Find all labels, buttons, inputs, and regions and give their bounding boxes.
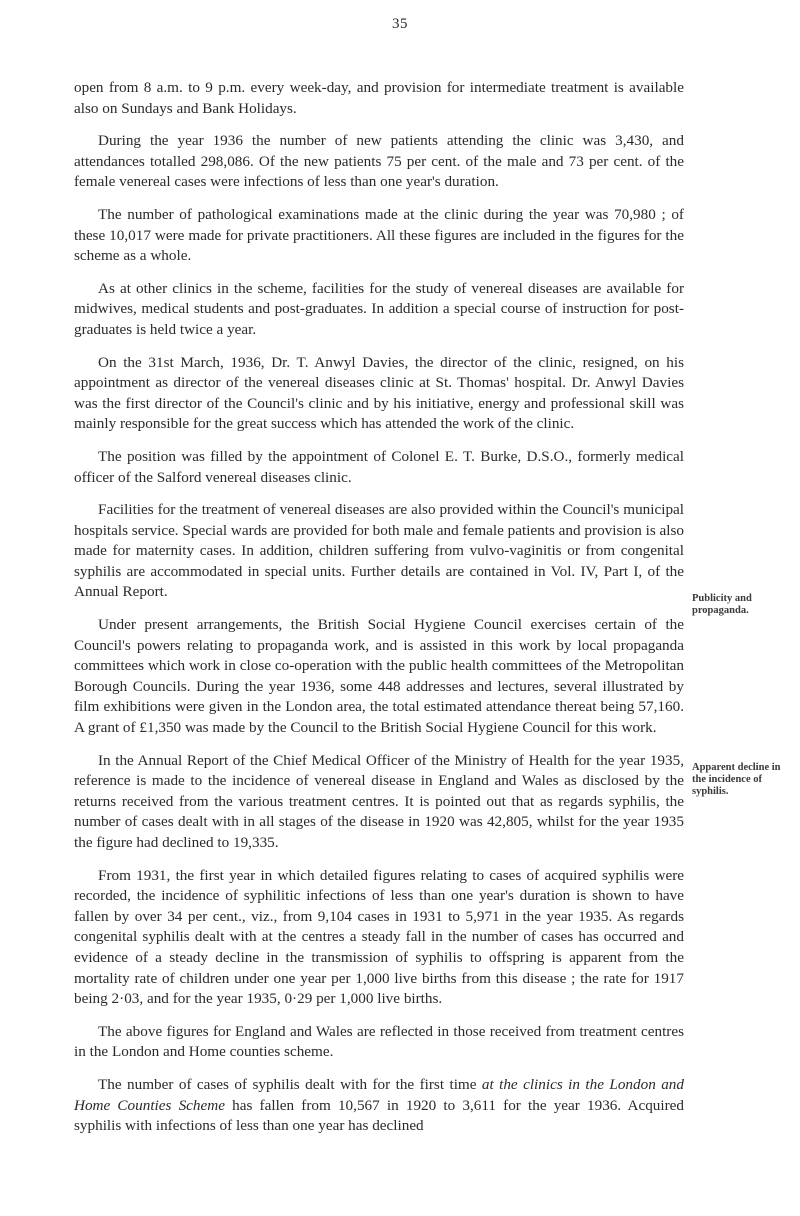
last-paragraph-italic: at the clinics in the London and Home Counties Scheme bbox=[74, 1075, 684, 1114]
body-text bbox=[74, 78, 684, 1149]
paragraph-municipal-hospitals: Facilities for the treatment of venereal diseases are also provided within the Council's municipal hospitals service. Special wards are provided for both male and female patients and provision is also made for maternity cases. In addition, children suffering from vulvo-vaginitis or from congenital syphilis are accommodated in special units. Further details are contained in Vol. IV, Part I, of the Annual Report. bbox=[74, 501, 684, 601]
paragraph-director-resigned: On the 31st March, 1936, Dr. T. Anwyl Davies, the director of the clinic, resigned, on his appointment as director of the venereal diseases clinic at St. Thomas' hospital. Dr. Anwyl Davies was the first director of the Council's clinic and by his initiative, energy and professional skill was mainly responsible for the great success which has attended the work of the clinic. bbox=[74, 353, 684, 433]
paragraph-acquired-syphilis: From 1931, the first year in which detailed figures relating to cases of acquired syphilis were recorded, the incidence of syphilitic infections of less than one year's duration is shown to have fallen by over 34 per cent., viz., from 9,104 cases in 1931 to 5,971 in the year 1935. As regards congenital syphilis dealt with at the centres a steady fall in the number of cases has occurred and evidence of a steady decline in the transmission of syphilis to offspring is apparent from the mortality rate of children under one year per 1,000 live births from this disease ; the rate for 1917 being 2·03, and for the year 1935, 0·29 per 1,000 live births. bbox=[74, 866, 684, 1008]
paragraph-cases-dealt-with bbox=[74, 1075, 684, 1137]
margin-note-apparent-decline: Apparent decline in the incidence of syphilis. bbox=[692, 762, 781, 797]
paragraph-london-home-counties: The above figures for England and Wales are reflected in those received from treatment centres in the London and Home counties scheme. bbox=[74, 1022, 684, 1061]
paragraph-propaganda: Under present arrangements, the British Social Hygiene Council exercises certain of the Council's powers relating to propaganda work, and is assisted in this work by local propaganda committees which work in close co-operation with the public health committees of the Metropolitan Borough Councils. During the year 1936, some 448 addresses and lectures, several illustrated by film exhibitions were given in the London area, the total estimated attendance thereat being 57,160. A grant of £1,350 was made by the Council to the British Social Hygiene Council for this work. bbox=[74, 616, 684, 737]
paragraph-continuation: open from 8 a.m. to 9 p.m. every week-day, and provision for intermediate treatment is available also on Sundays and Bank Holidays. bbox=[74, 79, 684, 117]
paragraph-annual-report: In the Annual Report of the Chief Medical Officer of the Ministry of Health for the year 1935, reference is made to the incidence of venereal disease in England and Wales as disclosed by the returns received from the various treatment centres. It is pointed out that as regards syphilis, the number of cases dealt with in all stages of the disease in 1920 was 42,805, whilst for the year 1935 the figure had declined to 19,335. bbox=[74, 751, 684, 851]
page-number: 35 bbox=[392, 16, 408, 32]
last-paragraph-after: has fallen from 10,567 in 1920 to 3,611 for the year 1936. Acquired syphilis with infections of less than one year has declined bbox=[74, 1096, 685, 1135]
last-paragraph-before: The number of cases of syphilis dealt with for the first time bbox=[98, 1075, 482, 1093]
paragraph-pathological-examinations: The number of pathological examinations made at the clinic during the year was 70,980 ; of these 10,017 were made for private practitioners. All these figures are included in the figures for the scheme as a whole. bbox=[74, 205, 684, 265]
paragraph-new-patients: During the year 1936 the number of new patients attending the clinic was 3,430, and attendances totalled 298,086. Of the new patients 75 per cent. of the male and 73 per cent. of the female venereal cases were infections of less than one year's duration. bbox=[74, 132, 684, 191]
margin-note-publicity: Publicity and propaganda. bbox=[692, 593, 752, 616]
paragraph-facilities-study: As at other clinics in the scheme, facilities for the study of venereal diseases are available for midwives, medical students and post-graduates. In addition a special course of instruction for post-graduates is held twice a year. bbox=[74, 279, 684, 338]
paragraph-position-filled: The position was filled by the appointment of Colonel E. T. Burke, D.S.O., formerly medical officer of the Salford venereal diseases clinic. bbox=[74, 447, 684, 486]
